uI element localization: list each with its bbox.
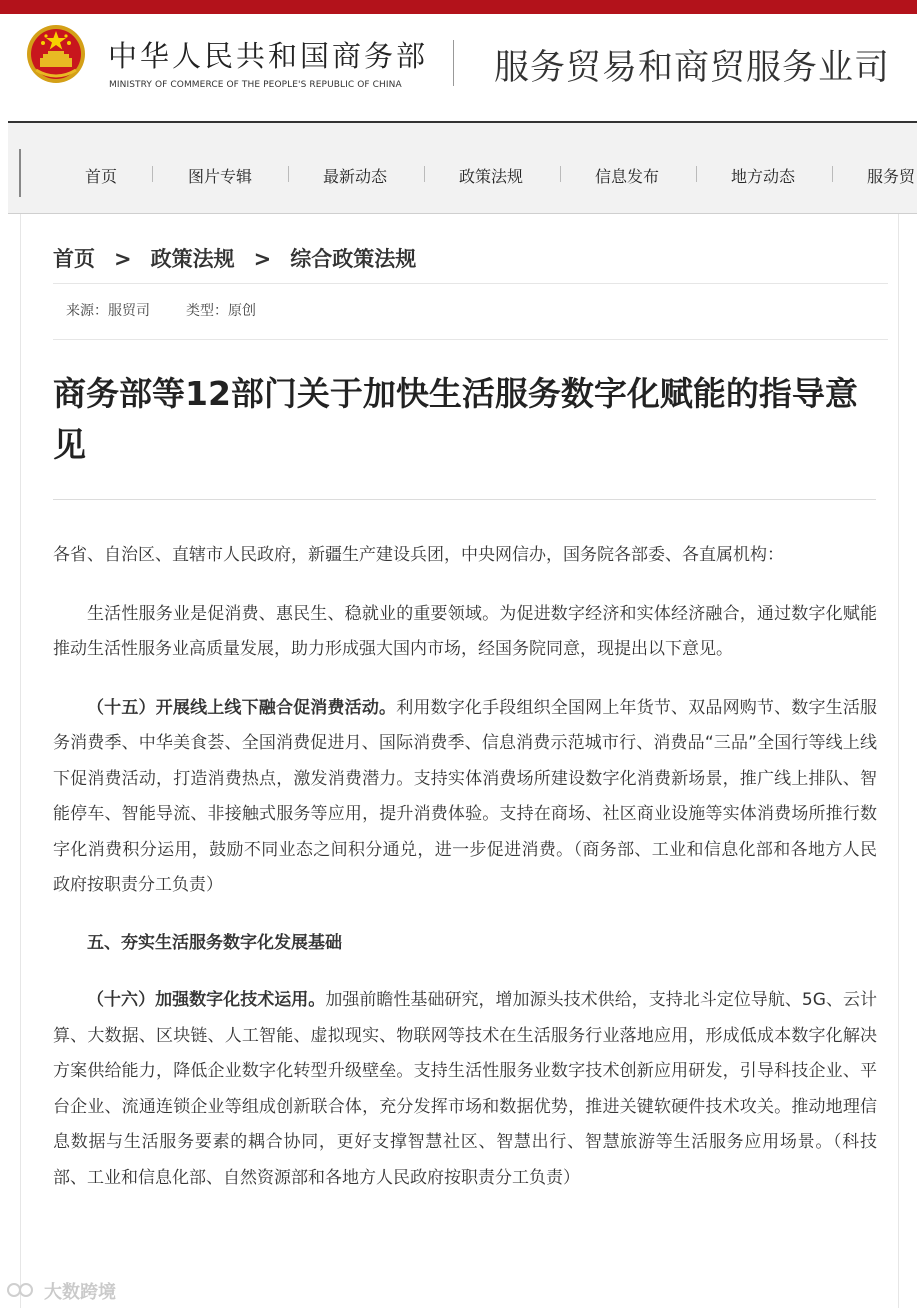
type-label: 类型： bbox=[186, 303, 228, 319]
article-title: 商务部等12部门关于加快生活服务数字化赋能的指导意见 bbox=[53, 374, 858, 464]
nav-item-photo-albums[interactable]: 图片专辑 bbox=[188, 167, 253, 186]
nav-item-service-trade[interactable]: 服务贸 bbox=[867, 167, 916, 186]
breadcrumb bbox=[53, 243, 416, 273]
nav-separator bbox=[832, 166, 833, 182]
nav-item-local-news[interactable]: 地方动态 bbox=[731, 167, 796, 186]
nav-item-latest-news[interactable]: 最新动态 bbox=[323, 167, 388, 186]
watermark-logo-icon bbox=[6, 1280, 42, 1300]
item-16-paragraph bbox=[53, 983, 877, 1196]
nav-separator bbox=[288, 166, 289, 182]
meta-divider bbox=[53, 339, 888, 340]
item-15-paragraph bbox=[53, 691, 877, 904]
item-15-heading: （十五）开展线上线下融合促消费活动。 bbox=[87, 697, 397, 718]
article-meta bbox=[66, 300, 256, 320]
breadcrumb-policies[interactable]: 政策法规 bbox=[150, 247, 235, 271]
breadcrumb-general-policies[interactable]: 综合政策法规 bbox=[290, 247, 417, 271]
meta-divider bbox=[53, 283, 888, 284]
title-divider bbox=[53, 499, 876, 500]
nav-item-policies[interactable]: 政策法规 bbox=[459, 167, 524, 186]
top-brand-bar bbox=[0, 0, 917, 14]
article-body bbox=[53, 538, 877, 1196]
item-16-text: 加强前瞻性基础研究，增加源头技术供给，支持北斗定位导航、5G、云计算、大数据、区块链、人工智能、虚拟现实、物联网等技术在生活服务行业落地应用，形成低成本数字化解决方案供给能力，降低企业数字化转型升级壁垒。支持生活性服务业数字技术创新应用研发，引导科技企业、平台企业、流通连锁企业等组成创新联合体，充分发挥市场和数据优势，推进关键软硬件技术攻关。推动地理信息数据与生活服务要素的耦合协同，更好支撑智慧社区、智慧出行、智慧旅游等生活服务应用场景。（科技部、工业和信息化部、自然资源部和各地方人民政府按职责分工负责） bbox=[53, 990, 877, 1188]
department-name[interactable]: 服务贸易和商贸服务业司 bbox=[494, 48, 891, 88]
source-label: 来源： bbox=[66, 303, 108, 319]
nav-separator bbox=[152, 166, 153, 182]
nav-item-announcements[interactable]: 信息发布 bbox=[595, 167, 660, 186]
nav-separator bbox=[696, 166, 697, 182]
breadcrumb-home[interactable]: 首页 bbox=[53, 247, 95, 271]
nav-left-marker bbox=[19, 149, 21, 197]
main-nav bbox=[8, 123, 917, 214]
header-divider bbox=[453, 40, 454, 86]
addressee: 各省、自治区、直辖市人民政府，新疆生产建设兵团，中央网信办，国务院各部委、各直属机构： bbox=[53, 545, 784, 565]
ministry-name-cn[interactable]: 中华人民共和国商务部 bbox=[108, 39, 429, 73]
source-value: 服贸司 bbox=[108, 303, 150, 319]
intro-paragraph: 生活性服务业是促消费、惠民生、稳就业的重要领域。为促进数字经济和实体经济融合，通过数字化赋能推动生活性服务业高质量发展，助力形成强大国内市场，经国务院同意，现提出以下意见。 bbox=[53, 603, 877, 659]
section-5-heading: 五、夯实生活服务数字化发展基础 bbox=[87, 932, 342, 953]
item-15-text: 利用数字化手段组织全国网上年货节、双品网购节、数字生活服务消费季、中华美食荟、全国消费促进月、国际消费季、信息消费示范城市行、消费品“三品”全国行等线上线下促消费活动，打造消费热点，激发消费潜力。支持实体消费场所建设数字化消费新场景，推广线上排队、智能停车、智能导流、非接触式服务等应用，提升消费体验。支持在商场、社区商业设施等实体消费场所推行数字化消费积分运用，鼓励不同业态之间积分通兑，进一步促进消费。（商务部、工业和信息化部和各地方人民政府按职责分工负责） bbox=[53, 697, 878, 895]
national-emblem-icon bbox=[26, 24, 86, 84]
nav-item-home[interactable]: 首页 bbox=[85, 167, 118, 186]
nav-separator bbox=[560, 166, 561, 182]
item-16-heading: （十六）加强数字化技术运用。 bbox=[87, 990, 326, 1010]
type-value: 原创 bbox=[228, 303, 256, 319]
breadcrumb-separator: > bbox=[114, 247, 132, 271]
ministry-name-en: MINISTRY OF COMMERCE OF THE PEOPLE'S REPUBLIC OF CHINA bbox=[109, 80, 402, 90]
nav-separator bbox=[424, 166, 425, 182]
breadcrumb-separator: > bbox=[253, 247, 272, 271]
watermark-text: 大数跨境 bbox=[44, 1282, 116, 1303]
